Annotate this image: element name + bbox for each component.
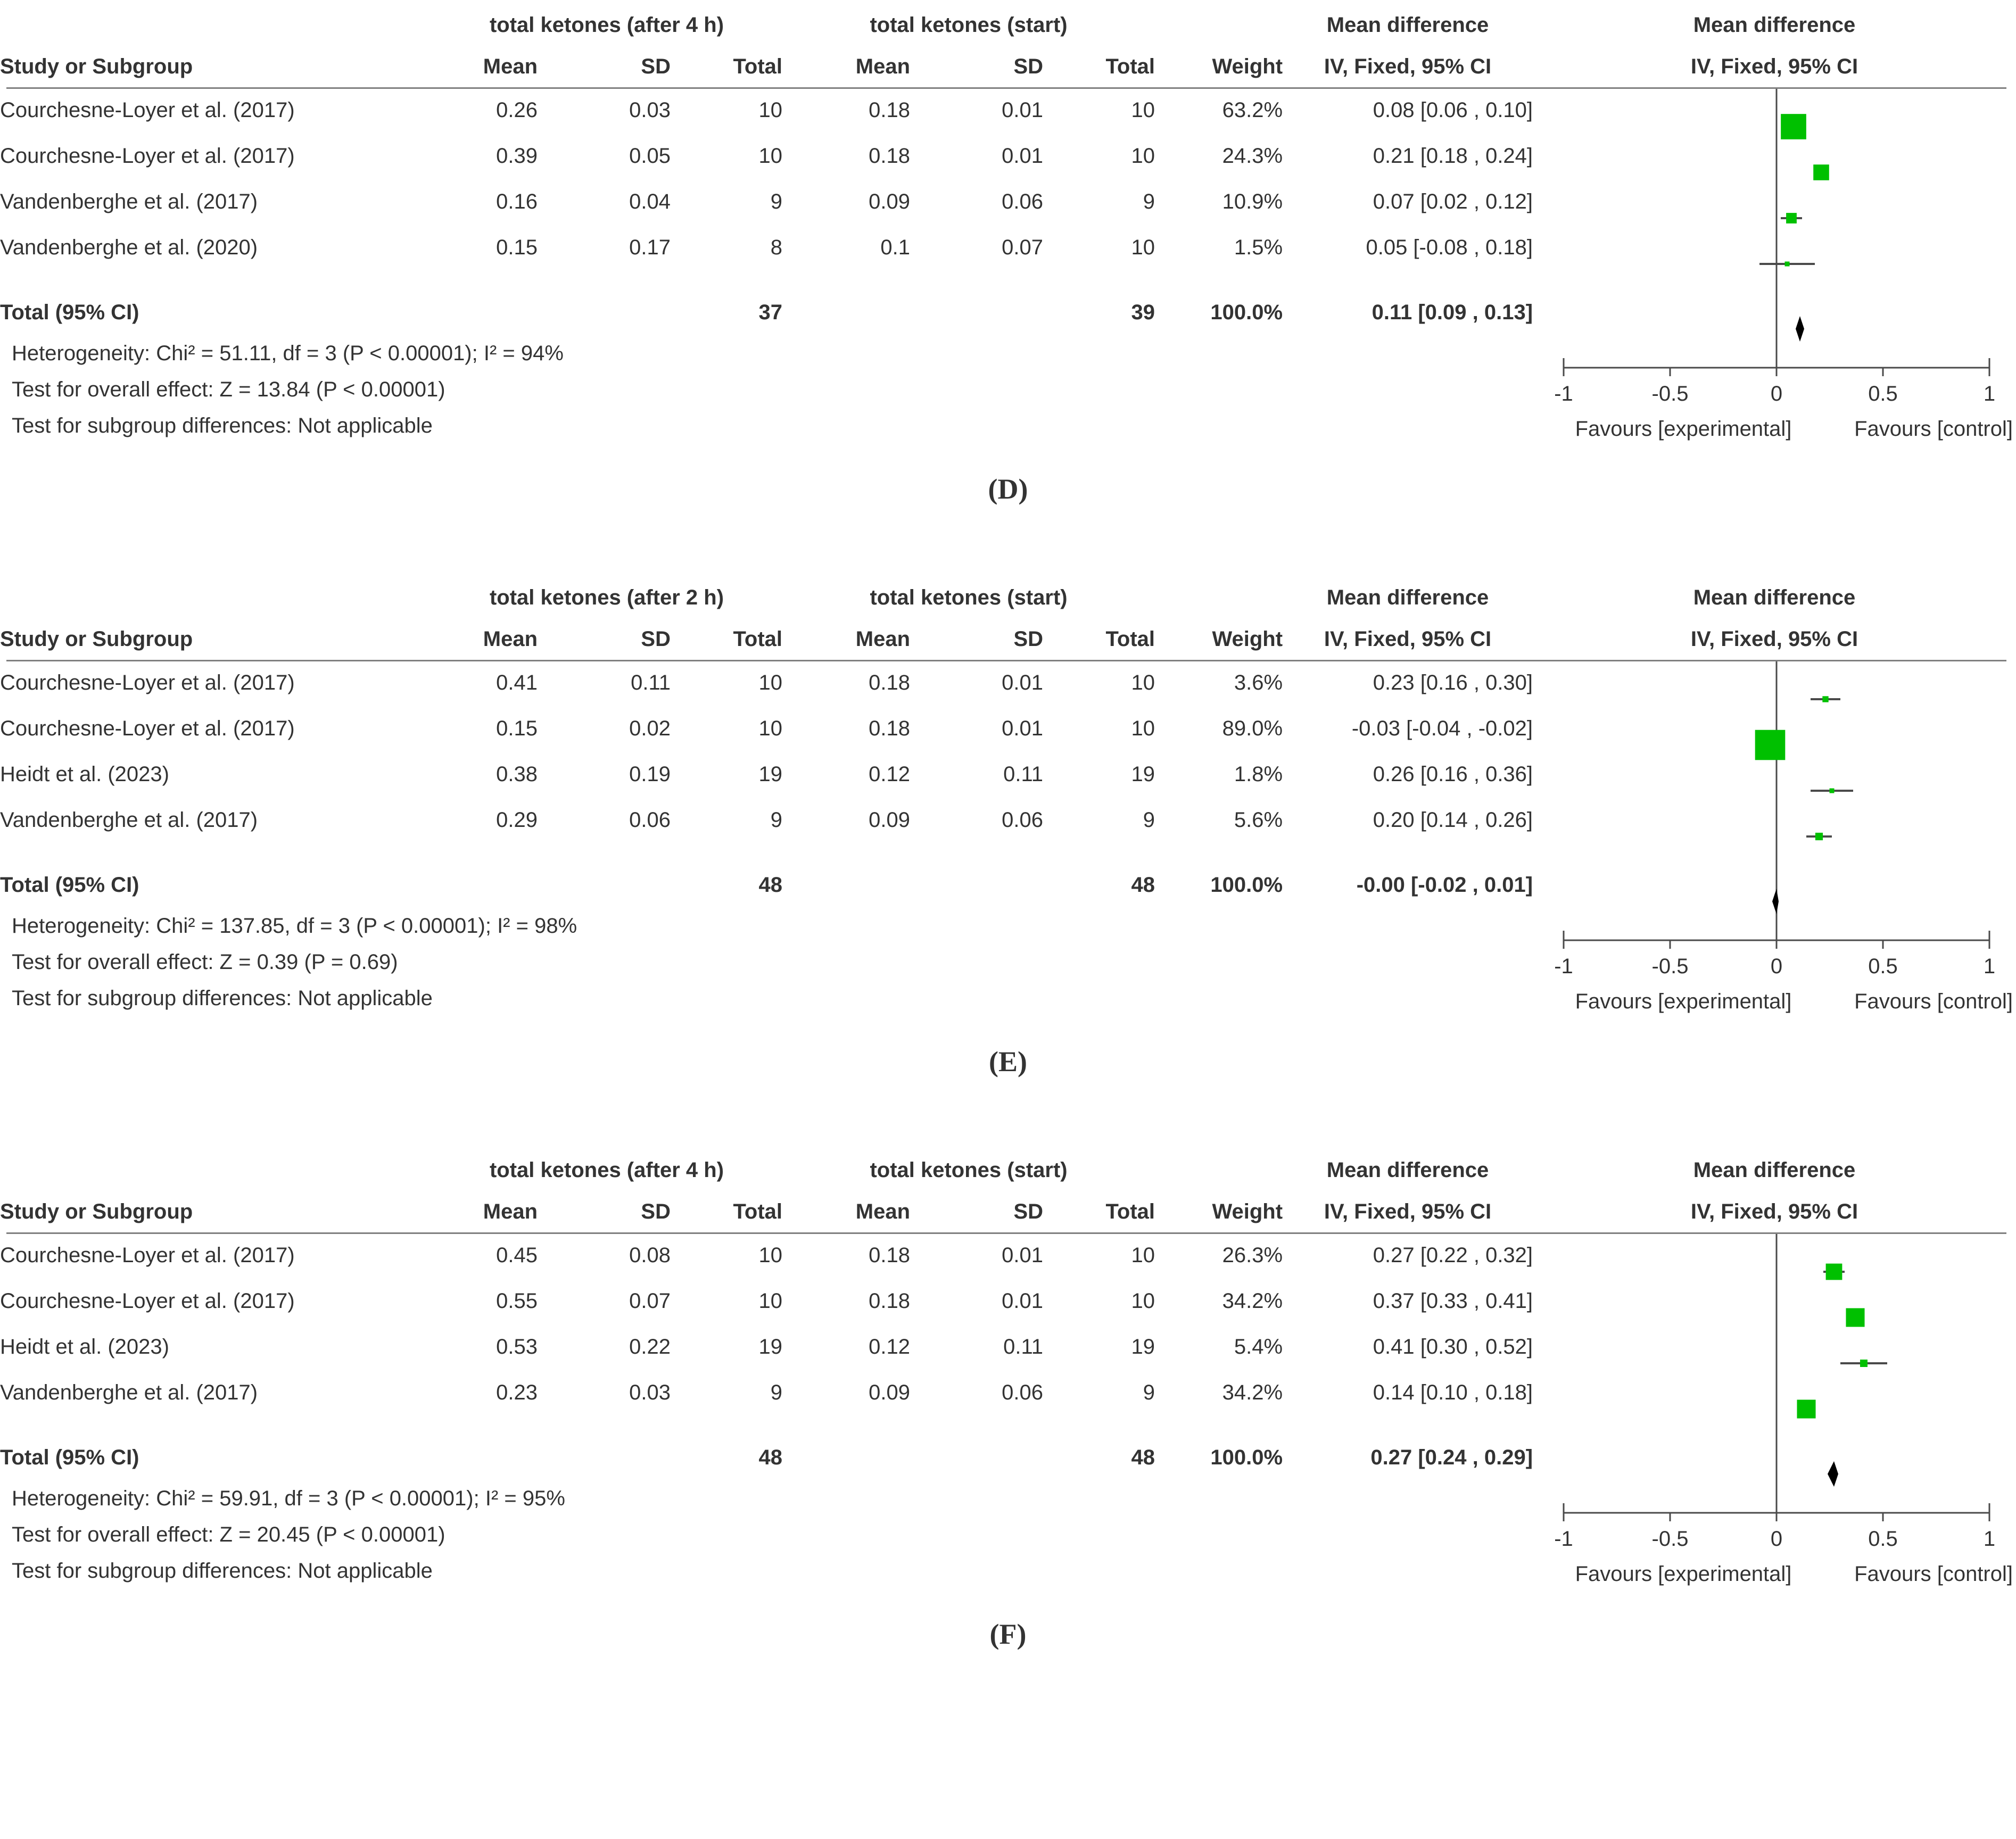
sd-start: 0.01	[1002, 717, 1044, 740]
total-row	[0, 289, 1533, 335]
ci-text: 0.20 [0.14 , 0.26]	[1373, 808, 1533, 832]
forest-panel-f	[0, 1149, 2016, 1589]
empty-cell	[1155, 4, 1283, 46]
spacer-row	[0, 270, 1533, 289]
empty-cell	[782, 1435, 910, 1480]
group2-header: total ketones (start)	[870, 586, 1068, 609]
study-name: Courchesne-Loyer et al. (2017)	[0, 98, 295, 122]
effect-square	[1781, 114, 1806, 139]
tick-label: 1	[1983, 1527, 1996, 1551]
mean-exp: 0.26	[496, 98, 538, 122]
ci-text: 0.21 [0.18 , 0.24]	[1373, 144, 1533, 168]
subgroup-note: Test for subgroup differences: Not applicable	[12, 414, 433, 437]
empty-cell	[0, 577, 431, 618]
total-exp: 9	[770, 808, 783, 832]
total-ci: 0.11 [0.09 , 0.13]	[1371, 301, 1533, 324]
plot-header-title: Mean difference	[1693, 586, 1856, 609]
mean-exp: 0.15	[496, 236, 538, 259]
favours-left-label: Favours [experimental]	[1575, 417, 1792, 441]
group-header-row	[0, 1149, 1533, 1191]
weight-value: 63.2%	[1222, 98, 1283, 122]
tick-label: 0	[1770, 382, 1783, 405]
effect-square	[1846, 1308, 1864, 1327]
col-mean-start: Mean	[855, 1200, 911, 1223]
total-weight: 100.0%	[1210, 873, 1283, 897]
forest-panel-d	[0, 4, 2016, 444]
weight-value: 5.6%	[1234, 808, 1283, 832]
empty-cell	[431, 1435, 538, 1480]
sd-start: 0.06	[1002, 1381, 1044, 1404]
sd-exp: 0.08	[629, 1244, 671, 1267]
study-name: Vandenberghe et al. (2017)	[0, 190, 258, 213]
study-row	[0, 1232, 1533, 1278]
sd-start: 0.06	[1002, 808, 1044, 832]
empty-cell	[538, 1435, 671, 1480]
study-name: Vandenberghe et al. (2017)	[0, 1381, 258, 1404]
md-header: Mean difference	[1326, 586, 1489, 609]
effect-square	[1755, 730, 1786, 760]
group1-header: total ketones (after 4 h)	[489, 13, 724, 37]
total-weight: 100.0%	[1210, 1446, 1283, 1469]
tick-label: 1	[1983, 382, 1996, 405]
empty-cell	[0, 1149, 431, 1191]
sd-exp: 0.11	[631, 671, 671, 694]
total-start: 19	[1131, 1335, 1155, 1358]
empty-cell	[538, 289, 671, 335]
sd-exp: 0.03	[629, 1381, 671, 1404]
mean-exp: 0.15	[496, 717, 538, 740]
total-ci: -0.00 [-0.02 , 0.01]	[1356, 873, 1533, 897]
col-weight: Weight	[1212, 627, 1283, 651]
plot-column-header	[1533, 577, 2016, 660]
empty-cell	[910, 1435, 1043, 1480]
weight-value: 26.3%	[1222, 1244, 1283, 1267]
total-start: 19	[1131, 763, 1155, 786]
sd-start: 0.01	[1002, 1289, 1044, 1313]
col-study: Study or Subgroup	[0, 1200, 193, 1223]
total-start: 10	[1131, 717, 1155, 740]
total-start: 10	[1131, 1244, 1155, 1267]
sd-start: 0.01	[1002, 1244, 1044, 1267]
weight-value: 89.0%	[1222, 717, 1283, 740]
mean-exp: 0.16	[496, 190, 538, 213]
col-total-start: Total	[1105, 55, 1155, 78]
study-name: Heidt et al. (2023)	[0, 763, 169, 786]
weight-value: 24.3%	[1222, 144, 1283, 168]
total-weight: 100.0%	[1210, 301, 1283, 324]
col-ci: IV, Fixed, 95% CI	[1324, 627, 1492, 651]
tick-label: 0	[1770, 955, 1783, 978]
weight-value: 34.2%	[1222, 1289, 1283, 1313]
favours-left-label: Favours [experimental]	[1575, 1562, 1792, 1586]
study-row	[0, 87, 1533, 133]
total-n-start: 39	[1131, 301, 1155, 324]
total-exp: 10	[758, 144, 783, 168]
favours-right-label: Favours [control]	[1854, 990, 2013, 1013]
col-ci: IV, Fixed, 95% CI	[1324, 55, 1492, 78]
effect-square	[1815, 833, 1823, 840]
ci-text: 0.41 [0.30 , 0.52]	[1373, 1335, 1533, 1358]
total-label: Total (95% CI)	[0, 301, 139, 324]
col-sd-start: SD	[1013, 1200, 1044, 1223]
study-name: Courchesne-Loyer et al. (2017)	[0, 1289, 295, 1313]
forest-table	[0, 4, 1533, 335]
total-start: 9	[1143, 808, 1155, 832]
empty-cell	[431, 862, 538, 908]
empty-cell	[0, 4, 431, 46]
total-diamond	[1828, 1461, 1838, 1487]
total-exp: 10	[758, 1244, 783, 1267]
empty-cell	[538, 862, 671, 908]
empty-cell	[910, 289, 1043, 335]
favours-right-label: Favours [control]	[1854, 417, 2013, 441]
study-name: Heidt et al. (2023)	[0, 1335, 169, 1358]
mean-start: 0.18	[869, 717, 911, 740]
tick-label: 0.5	[1868, 1527, 1898, 1551]
mean-exp: 0.45	[496, 1244, 538, 1267]
ci-text: 0.14 [0.10 , 0.18]	[1373, 1381, 1533, 1404]
total-exp: 9	[770, 190, 783, 213]
mean-start: 0.18	[869, 98, 911, 122]
spacer-row	[0, 1415, 1533, 1435]
spacer-row	[0, 843, 1533, 862]
ci-text: -0.03 [-0.04 , -0.02]	[1351, 717, 1533, 740]
mean-exp: 0.41	[496, 671, 538, 694]
total-exp: 10	[758, 98, 783, 122]
group2-header: total ketones (start)	[870, 1158, 1068, 1182]
sd-exp: 0.17	[629, 236, 671, 259]
mean-start: 0.18	[869, 1244, 911, 1267]
group2-header: total ketones (start)	[870, 13, 1068, 37]
mean-start: 0.18	[869, 1289, 911, 1313]
total-start: 10	[1131, 671, 1155, 694]
study-name: Vandenberghe et al. (2017)	[0, 808, 258, 832]
study-row	[0, 179, 1533, 225]
weight-value: 3.6%	[1234, 671, 1283, 694]
study-name: Vandenberghe et al. (2020)	[0, 236, 258, 259]
forest-table	[0, 1149, 1533, 1480]
total-exp: 10	[758, 717, 783, 740]
tick-label: -1	[1554, 382, 1573, 405]
total-start: 10	[1131, 1289, 1155, 1313]
sd-exp: 0.07	[629, 1289, 671, 1313]
column-header-row	[0, 618, 1533, 660]
tick-label: -0.5	[1651, 1527, 1689, 1551]
empty-cell	[910, 862, 1043, 908]
empty-cell	[1155, 577, 1283, 618]
subgroup-note: Test for subgroup differences: Not applicable	[12, 987, 433, 1010]
total-exp: 19	[758, 1335, 783, 1358]
empty-cell	[0, 1415, 1533, 1435]
total-start: 10	[1131, 144, 1155, 168]
heterogeneity-note: Heterogeneity: Chi² = 137.85, df = 3 (P < 0.00001); I² = 98%	[12, 914, 577, 938]
col-total-start: Total	[1105, 627, 1155, 651]
tick-label: 0.5	[1868, 382, 1898, 405]
sd-start: 0.01	[1002, 671, 1044, 694]
total-diamond	[1796, 316, 1804, 342]
panel-label-d: (D)	[988, 473, 1028, 505]
mean-start: 0.12	[869, 763, 911, 786]
total-label: Total (95% CI)	[0, 873, 139, 897]
study-row	[0, 1324, 1533, 1370]
effect-square	[1797, 1399, 1815, 1418]
tick-label: -0.5	[1651, 382, 1689, 405]
study-name: Courchesne-Loyer et al. (2017)	[0, 1244, 295, 1267]
col-total-start: Total	[1105, 1200, 1155, 1223]
group1-header: total ketones (after 4 h)	[489, 1158, 724, 1182]
col-mean-exp: Mean	[483, 627, 538, 651]
total-ci: 0.27 [0.24 , 0.29]	[1370, 1446, 1533, 1469]
column-header-row	[0, 1191, 1533, 1232]
study-name: Courchesne-Loyer et al. (2017)	[0, 671, 295, 694]
empty-cell	[0, 843, 1533, 862]
tick-label: 0.5	[1868, 955, 1898, 978]
effect-square	[1813, 164, 1829, 180]
sd-start: 0.01	[1002, 144, 1044, 168]
plot-header-model: IV, Fixed, 95% CI	[1690, 55, 1858, 78]
md-header: Mean difference	[1326, 1158, 1489, 1182]
effect-square	[1860, 1360, 1868, 1367]
sd-exp: 0.22	[629, 1335, 671, 1358]
sd-exp: 0.19	[629, 763, 671, 786]
col-total-exp: Total	[733, 1200, 783, 1223]
total-exp: 9	[770, 1381, 783, 1404]
total-exp: 8	[770, 236, 783, 259]
col-mean-start: Mean	[855, 627, 911, 651]
mean-start: 0.18	[869, 671, 911, 694]
total-n-start: 48	[1131, 1446, 1155, 1469]
total-n-exp: 48	[758, 1446, 783, 1469]
col-mean-start: Mean	[855, 55, 911, 78]
sd-exp: 0.03	[629, 98, 671, 122]
md-header: Mean difference	[1326, 13, 1489, 37]
study-name: Courchesne-Loyer et al. (2017)	[0, 717, 295, 740]
total-start: 9	[1143, 1381, 1155, 1404]
total-n-exp: 48	[758, 873, 783, 897]
mean-start: 0.18	[869, 144, 911, 168]
empty-cell	[431, 289, 538, 335]
panel-label-e: (E)	[989, 1046, 1027, 1078]
ci-text: 0.26 [0.16 , 0.36]	[1373, 763, 1533, 786]
ci-text: 0.05 [-0.08 , 0.18]	[1366, 236, 1533, 259]
total-n-exp: 37	[758, 301, 783, 324]
weight-value: 34.2%	[1222, 1381, 1283, 1404]
column-header-row	[0, 46, 1533, 87]
col-sd-exp: SD	[641, 627, 671, 651]
weight-value: 1.5%	[1234, 236, 1283, 259]
col-sd-exp: SD	[641, 55, 671, 78]
weight-value: 1.8%	[1234, 763, 1283, 786]
overall-effect-note: Test for overall effect: Z = 0.39 (P = 0.69)	[12, 950, 398, 974]
col-study: Study or Subgroup	[0, 627, 193, 651]
mean-start: 0.1	[880, 236, 911, 259]
study-row	[0, 133, 1533, 179]
mean-exp: 0.23	[496, 1381, 538, 1404]
tick-label: -1	[1554, 1527, 1573, 1551]
overall-effect-note: Test for overall effect: Z = 13.84 (P < 0.00001)	[12, 378, 445, 401]
total-n-start: 48	[1131, 873, 1155, 897]
favours-right-label: Favours [control]	[1854, 1562, 2013, 1586]
col-ci: IV, Fixed, 95% CI	[1324, 1200, 1492, 1223]
ci-text: 0.27 [0.22 , 0.32]	[1373, 1244, 1533, 1267]
col-total-exp: Total	[733, 55, 783, 78]
tick-label: -1	[1554, 955, 1573, 978]
total-start: 9	[1143, 190, 1155, 213]
col-mean-exp: Mean	[483, 55, 538, 78]
sd-exp: 0.04	[629, 190, 671, 213]
sd-start: 0.06	[1002, 190, 1044, 213]
mean-start: 0.09	[869, 190, 911, 213]
total-row	[0, 1435, 1533, 1480]
mean-exp: 0.55	[496, 1289, 538, 1313]
effect-square	[1830, 789, 1835, 793]
forest-plot	[1533, 1234, 2016, 1615]
ci-text: 0.08 [0.06 , 0.10]	[1373, 98, 1533, 122]
plot-header-model: IV, Fixed, 95% CI	[1690, 1200, 1858, 1223]
total-exp: 10	[758, 671, 783, 694]
col-sd-start: SD	[1013, 55, 1044, 78]
heterogeneity-note: Heterogeneity: Chi² = 51.11, df = 3 (P < 0.00001); I² = 94%	[12, 342, 564, 365]
sd-exp: 0.06	[629, 808, 671, 832]
col-sd-exp: SD	[641, 1200, 671, 1223]
plot-header-title: Mean difference	[1693, 13, 1856, 37]
col-study: Study or Subgroup	[0, 55, 193, 78]
study-row	[0, 1278, 1533, 1324]
total-row	[0, 862, 1533, 908]
overall-effect-note: Test for overall effect: Z = 20.45 (P < 0.00001)	[12, 1523, 445, 1546]
mean-start: 0.12	[869, 1335, 911, 1358]
sd-start: 0.07	[1002, 236, 1044, 259]
mean-start: 0.09	[869, 808, 911, 832]
forest-panel-e	[0, 577, 2016, 1016]
col-sd-start: SD	[1013, 627, 1044, 651]
total-label: Total (95% CI)	[0, 1446, 139, 1469]
favours-left-label: Favours [experimental]	[1575, 990, 1792, 1013]
ci-text: 0.07 [0.02 , 0.12]	[1373, 190, 1533, 213]
study-row	[0, 225, 1533, 270]
sd-start: 0.01	[1002, 98, 1044, 122]
subgroup-note: Test for subgroup differences: Not applicable	[12, 1559, 433, 1583]
group1-header: total ketones (after 2 h)	[489, 586, 724, 609]
sd-exp: 0.02	[629, 717, 671, 740]
effect-square	[1826, 1264, 1843, 1280]
effect-square	[1822, 696, 1828, 702]
col-mean-exp: Mean	[483, 1200, 538, 1223]
total-exp: 19	[758, 763, 783, 786]
effect-square	[1786, 213, 1797, 223]
group-header-row	[0, 4, 1533, 46]
forest-plot	[1533, 89, 2016, 470]
mean-exp: 0.53	[496, 1335, 538, 1358]
sd-exp: 0.05	[629, 144, 671, 168]
ci-text: 0.37 [0.33 , 0.41]	[1373, 1289, 1533, 1313]
effect-square	[1785, 262, 1790, 267]
empty-cell	[782, 862, 910, 908]
weight-value: 10.9%	[1222, 190, 1283, 213]
study-name: Courchesne-Loyer et al. (2017)	[0, 144, 295, 168]
panel-label-f: (F)	[989, 1618, 1027, 1650]
study-row	[0, 706, 1533, 751]
forest-table	[0, 577, 1533, 908]
study-row	[0, 660, 1533, 706]
mean-exp: 0.39	[496, 144, 538, 168]
tick-label: 1	[1983, 955, 1996, 978]
empty-cell	[782, 289, 910, 335]
study-row	[0, 797, 1533, 843]
col-weight: Weight	[1212, 55, 1283, 78]
total-start: 10	[1131, 98, 1155, 122]
plot-column-header	[1533, 1149, 2016, 1232]
plot-header-title: Mean difference	[1693, 1158, 1856, 1182]
total-exp: 10	[758, 1289, 783, 1313]
study-row	[0, 1370, 1533, 1415]
mean-exp: 0.38	[496, 763, 538, 786]
sd-start: 0.11	[1003, 1335, 1044, 1358]
col-total-exp: Total	[733, 627, 783, 651]
sd-start: 0.11	[1003, 763, 1044, 786]
col-weight: Weight	[1212, 1200, 1283, 1223]
total-start: 10	[1131, 236, 1155, 259]
mean-start: 0.09	[869, 1381, 911, 1404]
empty-cell	[0, 270, 1533, 289]
ci-text: 0.23 [0.16 , 0.30]	[1373, 671, 1533, 694]
study-row	[0, 751, 1533, 797]
group-header-row	[0, 577, 1533, 618]
forest-plot	[1533, 661, 2016, 1042]
tick-label: 0	[1770, 1527, 1783, 1551]
total-diamond	[1772, 889, 1779, 914]
empty-cell	[1155, 1149, 1283, 1191]
weight-value: 5.4%	[1234, 1335, 1283, 1358]
mean-exp: 0.29	[496, 808, 538, 832]
plot-header-model: IV, Fixed, 95% CI	[1690, 627, 1858, 651]
plot-column-header	[1533, 4, 2016, 87]
tick-label: -0.5	[1651, 955, 1689, 978]
heterogeneity-note: Heterogeneity: Chi² = 59.91, df = 3 (P < 0.00001); I² = 95%	[12, 1487, 565, 1510]
